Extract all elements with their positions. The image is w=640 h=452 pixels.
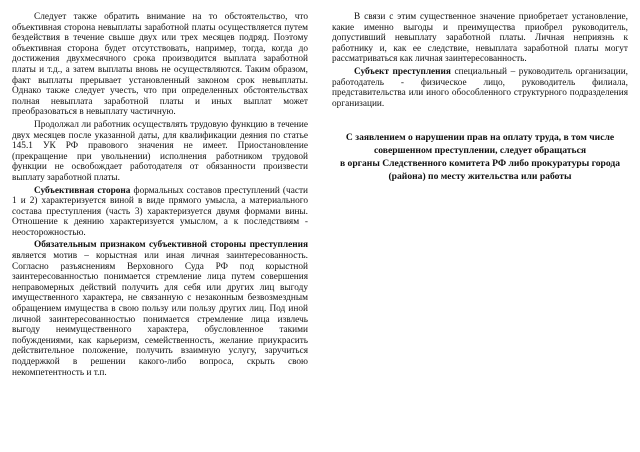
left-column: [12, 12, 308, 378]
right-column: [332, 12, 628, 183]
subject-of-crime-term: Субъект преступления: [354, 66, 451, 77]
left-paragraph-3: [12, 186, 308, 239]
mandatory-feature-text: является мотив – корыстная или иная личная заинтересованность. Согласно разъяснениям Верховного Суда РФ под корыстной заинтересованностью понимается стремление лица путем совершения неправомерных действий получить для себя или других лиц выгоду имущественного характера, не связанную с незаконным безвозмездным обращением имущества в свою пользу или пользу других лиц. Под иной личной заинтересованностью понимается стремление лица извлечь выгоду неимущественного характера, обусловленное такими побуждениями, как карьеризм, семейственность, желание приукрасить действительное положение, получить взаимную услугу, заручиться поддержкой в решении какого-либо вопроса, скрыть свою некомпетентность и т.п.: [12, 251, 308, 378]
right-paragraph-1: В связи с этим существенное значение приобретает установление, какие именно выгоды и преимущества приобрел руководитель, допустивший невыплату заработной платы. Личная неприязнь к работнику и, как ее следствие, невыплата заработной платы могут рассматриваться как личная заинтересованность.: [332, 12, 628, 65]
mandatory-feature-term: Обязательным признаком субъективной стороны преступления: [34, 240, 308, 251]
left-paragraph-4: [12, 240, 308, 378]
right-paragraph-2: [332, 67, 628, 109]
subjective-side-term: Субъективная сторона: [34, 185, 131, 196]
notice-block: [332, 131, 628, 183]
notice-line-2: в органы Следственного комитета РФ либо прокуратуры города (района) по месту жительства или работы: [339, 158, 621, 183]
notice-line-1: С заявлением о нарушении прав на оплату труда, в том числе совершенном преступлении, следует обращаться: [345, 132, 615, 157]
left-paragraph-2: Продолжал ли работник осуществлять трудовую функцию в течение двух месяцев после указанной даты, для квалификации деяния по статье 145.1 УК РФ правового значения не имеет. Приостановление (прекращение при увольнении) исполнения работником трудовой функции не освобождает работодателя от обязанности произвести выплату заработной платы.: [12, 119, 308, 183]
subject-of-crime-text: специальный – руководитель организации, работодатель - физическое лицо, руководитель филиала, представительства или иного обособленного структурного подразделения организации.: [332, 66, 628, 109]
subjective-side-text: формальных составов преступлений (части 1 и 2) характеризуется виной в виде прямого умысла, а материального состава преступления (часть 3) характеризуется двумя формами вины. Отношение к деянию характеризуется умыслом, а к последствиям - неосторожностью.: [12, 185, 308, 238]
left-paragraph-1: Следует также обратить внимание на то обстоятельство, что объективная сторона невыплаты заработной платы осуществляется путем бездействия в течение свыше двух или трех месяцев подряд. Поэтому объективная сторона будет отсутствовать, например, тогда, когда до достижения двухмесячного срока производится выплата заработной платы и т.д., а затем выплаты вновь не осуществляются. Таким образом, факт выплаты прерывает установленный законом срок невыплаты. Однако также следует учесть, что при определенных обстоятельствах полная невыплата заработной платы и иных выплат может преобразоваться в невыплату частичную.: [12, 12, 308, 118]
